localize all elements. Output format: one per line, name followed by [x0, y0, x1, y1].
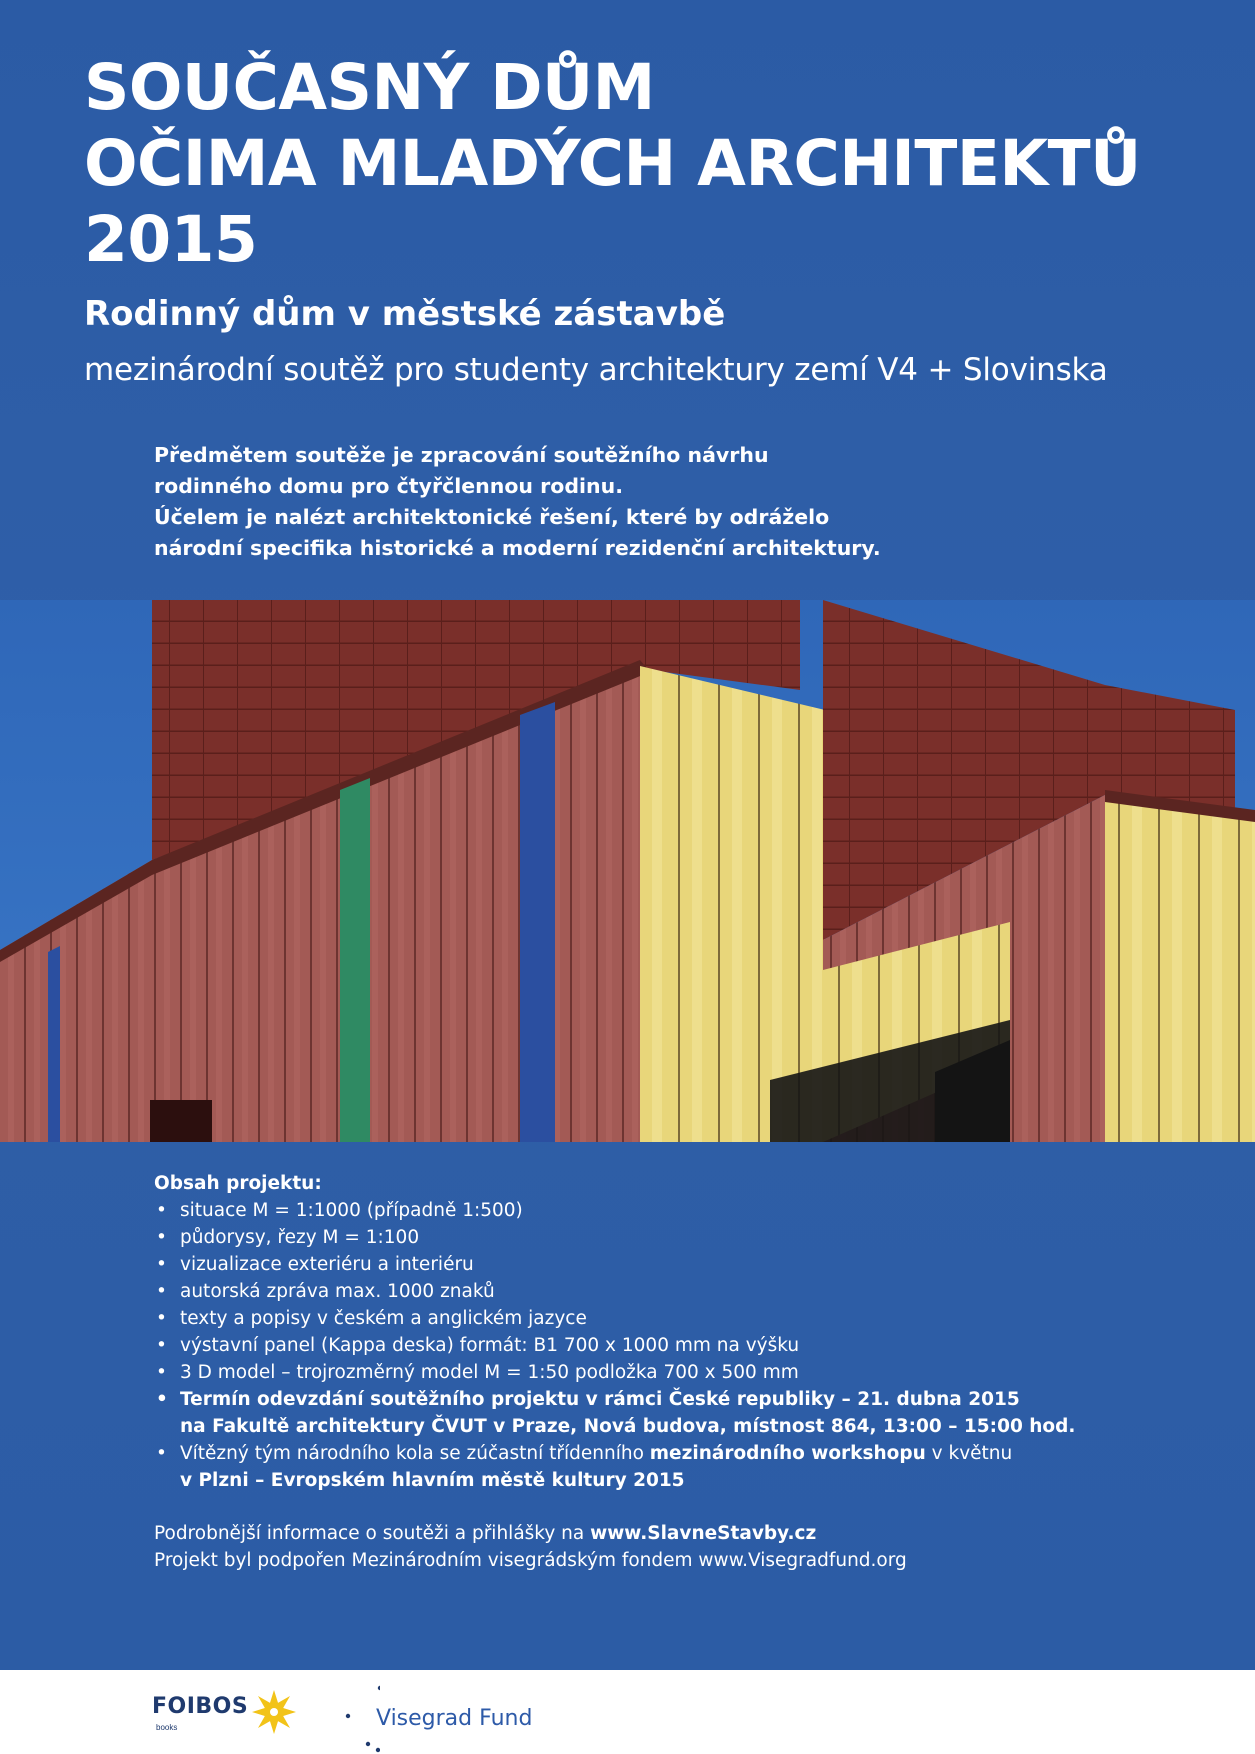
deadline-block — [154, 1386, 1154, 1440]
list-item — [154, 1359, 1154, 1386]
workshop-text-end: v květnu — [925, 1443, 1013, 1464]
bullet-icon: • — [156, 1335, 167, 1356]
dots-icon — [340, 1680, 380, 1754]
list-item-text: výstavní panel (Kappa deska) formát: B1 700 x 1000 mm na výšku — [180, 1335, 800, 1356]
info-text: Podrobnější informace o soutěži a přihlášky na — [154, 1523, 591, 1544]
list-item-text: 3 D model – trojrozměrný model M = 1:50 podložka 700 x 500 mm — [180, 1362, 799, 1383]
foibos-sublabel: books — [156, 1723, 178, 1732]
list-item — [154, 1197, 1154, 1224]
title-line-3: 2015 — [84, 203, 258, 276]
slavnestavby-link[interactable]: www.SlavneStavby.cz — [590, 1523, 817, 1544]
competition-subline: mezinárodní soutěž pro studenty architektury zemí V4 + Slovinska — [84, 352, 1108, 388]
deadline-line-1: Termín odevzdání soutěžního projektu v rámci České republiky – 21. dubna 2015 — [180, 1389, 1020, 1410]
deadline-line-2: na Fakultě architektury ČVUT v Praze, Nová budova, místnost 864, 13:00 – 15:00 hod. — [180, 1416, 1076, 1437]
list-item-text: půdorysy, řezy M = 1:100 — [180, 1227, 420, 1248]
list-item — [154, 1278, 1154, 1305]
list-item — [154, 1251, 1154, 1278]
project-list — [154, 1197, 1154, 1386]
workshop-highlight: mezinárodního workshopu — [649, 1443, 926, 1464]
info-line-1 — [154, 1520, 1154, 1547]
bullet-icon: • — [156, 1443, 167, 1464]
bullet-icon: • — [156, 1200, 167, 1221]
intro-paragraph — [154, 440, 974, 564]
project-content — [154, 1170, 1154, 1574]
foibos-logo: FOIBOS — [152, 1694, 249, 1719]
bullet-icon: • — [156, 1254, 167, 1275]
sun-star-icon — [250, 1688, 298, 1736]
workshop-line-1 — [180, 1440, 1154, 1467]
list-item-text: texty a popisy v českém a anglickém jazyce — [180, 1308, 587, 1329]
bullet-icon: • — [156, 1389, 168, 1410]
bullet-icon: • — [156, 1362, 167, 1383]
intro-line: Účelem je nalézt architektonické řešení, které by odráželo — [154, 505, 830, 529]
visegrad-fund-logo: Visegrad Fund — [376, 1706, 533, 1731]
title-line-1: SOUČASNÝ DŮM — [84, 51, 655, 124]
intro-line: národní specifika historické a moderní rezidenční architektury. — [154, 536, 881, 560]
workshop-item — [154, 1440, 1154, 1494]
project-heading: Obsah projektu: — [154, 1173, 322, 1194]
intro-line: Předmětem soutěže je zpracování soutěžního návrhu — [154, 443, 769, 467]
bullet-icon: • — [156, 1308, 167, 1329]
building-facade-photo — [0, 600, 1255, 1142]
list-item — [154, 1224, 1154, 1251]
list-item-text: situace M = 1:1000 (případně 1:500) — [180, 1200, 523, 1221]
deadline-item — [154, 1386, 1154, 1440]
workshop-text: Vítězný tým národního kola se zúčastní třídenního — [180, 1443, 650, 1464]
subtitle: Rodinný dům v městské zástavbě — [84, 294, 726, 334]
list-item — [154, 1305, 1154, 1332]
bullet-icon: • — [156, 1227, 167, 1248]
intro-line: rodinného domu pro čtyřčlennou rodinu. — [154, 474, 624, 498]
info-line-2: Projekt byl podpořen Mezinárodním visegrádským fondem www.Visegradfund.org — [154, 1550, 907, 1571]
list-item-text: vizualizace exteriéru a interiéru — [180, 1254, 474, 1275]
title-line-2: OČIMA MLADÝCH ARCHITEKTŮ — [84, 127, 1141, 200]
list-item-text: autorská zpráva max. 1000 znaků — [180, 1281, 495, 1302]
info-block — [154, 1520, 1154, 1574]
page-title — [84, 50, 1141, 278]
workshop-block — [154, 1440, 1154, 1494]
workshop-line-2: v Plzni – Evropském hlavním městě kultury 2015 — [180, 1470, 685, 1491]
bullet-icon: • — [156, 1281, 167, 1302]
list-item — [154, 1332, 1154, 1359]
